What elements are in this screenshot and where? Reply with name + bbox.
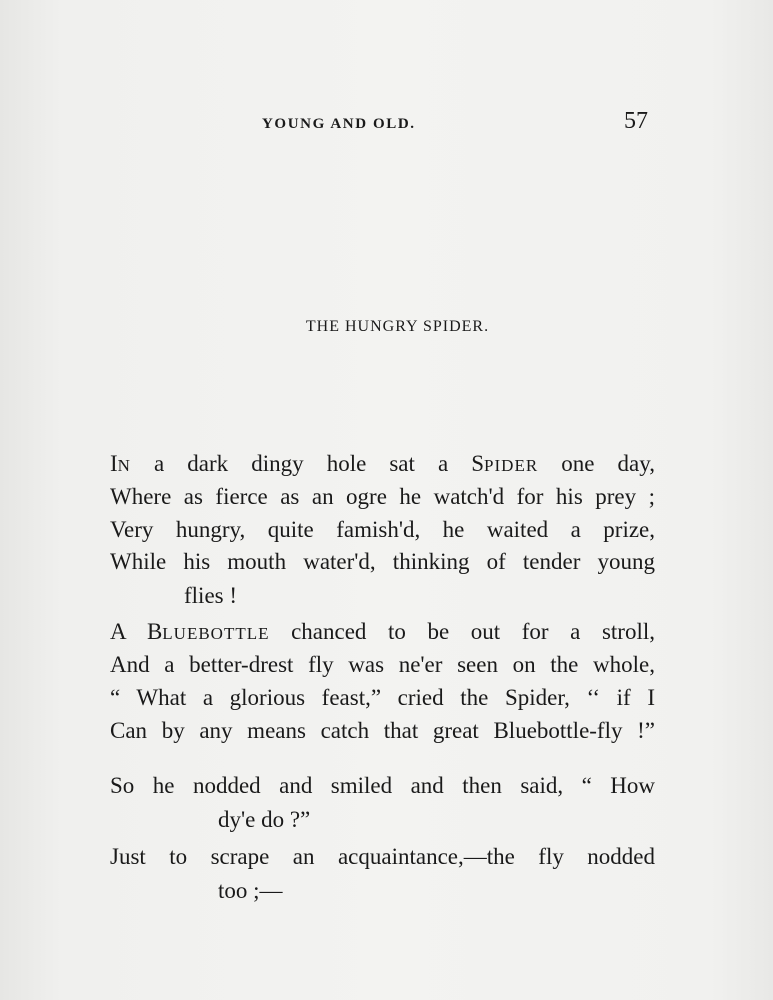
poem-line-10: So he nodded and smiled and then said, “ How <box>110 773 655 798</box>
name-initial: B <box>146 619 163 644</box>
poem-line-9: Can by any means catch that great Bluebottle-fly !” <box>110 718 655 743</box>
name-small-caps: PIDER <box>484 456 539 475</box>
poem-line-8: “ What a glorious feast,” cried the Spider, ‘‘ if I <box>110 685 655 710</box>
running-header-title: YOUNG AND OLD. <box>262 116 416 132</box>
drop-initial: I <box>110 451 118 476</box>
poem-line-13: too ;— <box>218 878 283 903</box>
poem-line-1 <box>110 452 655 475</box>
line-tail: one day, <box>538 451 655 476</box>
line-lead: A <box>110 619 147 644</box>
poem-line-11: dy'e do ?” <box>218 807 311 832</box>
line-tail: chanced to be out for a stroll, <box>269 619 655 644</box>
poem-line-7: And a better-drest fly was ne'er seen on the whole, <box>110 652 655 677</box>
line-text: a dark dingy hole sat a <box>130 451 472 476</box>
poem-line-12: Just to scrape an acquaintance,—the fly nodded <box>110 844 655 869</box>
poem-line-6 <box>110 620 655 643</box>
name-small-caps: LUEBOTTLE <box>162 624 270 643</box>
poem-line-3: Very hungry, quite famish'd, he waited a prize, <box>110 517 655 542</box>
poem-line-5: flies ! <box>184 583 238 608</box>
name-initial: S <box>471 451 485 476</box>
poem-title: THE HUNGRY SPIDER. <box>305 318 490 335</box>
poem-line-4: While his mouth water'd, thinking of tender young <box>110 549 655 574</box>
small-caps-text: N <box>117 456 131 475</box>
poem-line-2: Where as fierce as an ogre he watch'd for his prey ; <box>110 484 655 509</box>
page-number: 57 <box>624 108 648 134</box>
